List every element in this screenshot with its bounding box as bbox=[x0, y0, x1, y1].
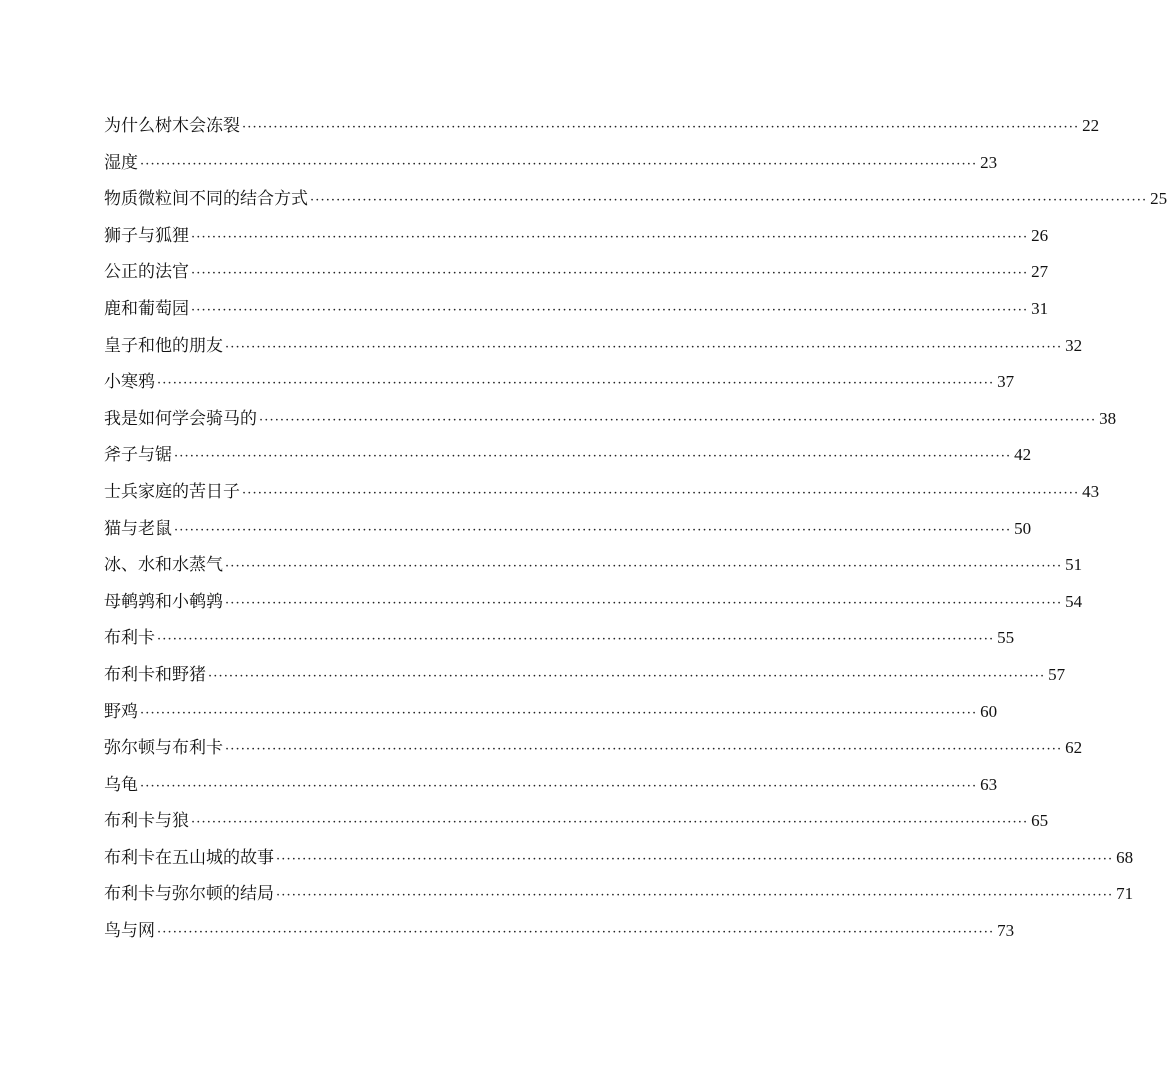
toc-entry-page: 50 bbox=[1014, 518, 1032, 538]
toc-entry-title: 乌龟 bbox=[104, 774, 138, 795]
toc-entry-page: 71 bbox=[1116, 884, 1134, 904]
toc-entry-title: 布利卡和野猪 bbox=[104, 664, 206, 685]
toc-dot-leader: ································································································································································ bbox=[140, 705, 978, 721]
toc-entry-page: 31 bbox=[1031, 298, 1049, 318]
toc-entry bbox=[104, 913, 1015, 950]
table-of-contents bbox=[104, 108, 1167, 950]
toc-entry-page: 25 bbox=[1150, 189, 1167, 209]
toc-entry-title: 皇子和他的朋友 bbox=[104, 335, 223, 356]
toc-entry-title: 弥尔顿与布利卡 bbox=[104, 738, 223, 759]
toc-dot-leader: ································································································································································ bbox=[174, 449, 1012, 465]
toc-entry bbox=[104, 218, 1049, 255]
toc-dot-leader: ································································································································································ bbox=[191, 815, 1029, 831]
toc-dot-leader: ································································································································································ bbox=[225, 742, 1063, 758]
toc-entry-page: 62 bbox=[1065, 738, 1083, 758]
toc-entry bbox=[104, 840, 1134, 877]
toc-entry-title: 斧子与锯 bbox=[104, 445, 172, 466]
toc-entry bbox=[104, 584, 1083, 621]
toc-entry bbox=[104, 511, 1032, 548]
toc-dot-leader: ································································································································································ bbox=[259, 412, 1097, 428]
toc-dot-leader: ································································································································································ bbox=[208, 668, 1046, 684]
toc-entry bbox=[104, 108, 1100, 145]
toc-entry-page: 68 bbox=[1116, 847, 1134, 867]
toc-dot-leader: ································································································································································ bbox=[140, 156, 978, 172]
toc-dot-leader: ································································································································································ bbox=[310, 193, 1148, 209]
toc-entry-title: 野鸡 bbox=[104, 701, 138, 722]
toc-entry bbox=[104, 876, 1134, 913]
toc-entry-title: 为什么树木会冻裂 bbox=[104, 116, 240, 136]
toc-entry-page: 26 bbox=[1031, 225, 1049, 245]
toc-entry-title: 布利卡 bbox=[104, 628, 155, 649]
toc-dot-leader: ································································································································································ bbox=[242, 120, 1080, 135]
toc-dot-leader: ································································································································································ bbox=[191, 266, 1029, 282]
toc-entry-title: 布利卡与狼 bbox=[104, 811, 189, 832]
toc-entry bbox=[104, 254, 1049, 291]
toc-entry-page: 38 bbox=[1099, 408, 1117, 428]
toc-dot-leader: ································································································································································ bbox=[157, 925, 995, 941]
toc-entry bbox=[104, 730, 1083, 767]
toc-entry-page: 22 bbox=[1082, 116, 1100, 135]
toc-entry-title: 猫与老鼠 bbox=[104, 518, 172, 539]
toc-entry bbox=[104, 474, 1100, 511]
toc-entry-page: 23 bbox=[980, 152, 998, 172]
toc-entry bbox=[104, 291, 1049, 328]
toc-entry-title: 狮子与狐狸 bbox=[104, 225, 189, 246]
toc-entry bbox=[104, 657, 1066, 694]
toc-entry-title: 物质微粒间不同的结合方式 bbox=[104, 189, 308, 210]
toc-entry-title: 小寒鸦 bbox=[104, 372, 155, 393]
toc-dot-leader: ································································································································································ bbox=[225, 559, 1063, 575]
toc-entry-title: 布利卡与弥尔顿的结局 bbox=[104, 884, 274, 905]
toc-dot-leader: ································································································································································ bbox=[225, 339, 1063, 355]
toc-entry-page: 27 bbox=[1031, 262, 1049, 282]
toc-dot-leader: ································································································································································ bbox=[174, 522, 1012, 538]
toc-entry-page: 73 bbox=[997, 921, 1015, 941]
toc-entry-page: 65 bbox=[1031, 811, 1049, 831]
toc-entry bbox=[104, 547, 1083, 584]
toc-dot-leader: ································································································································································ bbox=[157, 376, 995, 392]
toc-entry-title: 布利卡在五山城的故事 bbox=[104, 847, 274, 868]
toc-entry bbox=[104, 437, 1032, 474]
toc-entry bbox=[104, 694, 998, 731]
toc-dot-leader: ································································································································································ bbox=[157, 632, 995, 648]
toc-dot-leader: ································································································································································ bbox=[242, 485, 1080, 501]
toc-entry bbox=[104, 145, 998, 182]
toc-entry-page: 54 bbox=[1065, 591, 1083, 611]
toc-entry-page: 51 bbox=[1065, 555, 1083, 575]
toc-entry bbox=[104, 401, 1117, 438]
toc-entry-page: 37 bbox=[997, 372, 1015, 392]
toc-entry-title: 冰、水和水蒸气 bbox=[104, 555, 223, 576]
toc-dot-leader: ································································································································································ bbox=[140, 778, 978, 794]
toc-dot-leader: ································································································································································ bbox=[276, 851, 1114, 867]
toc-dot-leader: ································································································································································ bbox=[191, 229, 1029, 245]
toc-entry-title: 鹿和葡萄园 bbox=[104, 298, 189, 319]
toc-entry-title: 士兵家庭的苦日子 bbox=[104, 481, 240, 502]
toc-entry-page: 42 bbox=[1014, 445, 1032, 465]
toc-entry-page: 32 bbox=[1065, 335, 1083, 355]
toc-entry bbox=[104, 364, 1015, 401]
toc-entry-page: 60 bbox=[980, 701, 998, 721]
toc-entry-title: 湿度 bbox=[104, 152, 138, 173]
toc-entry-title: 我是如何学会骑马的 bbox=[104, 408, 257, 429]
toc-entry bbox=[104, 803, 1049, 840]
toc-entry-title: 鸟与网 bbox=[104, 921, 155, 942]
toc-entry-page: 43 bbox=[1082, 481, 1100, 501]
toc-dot-leader: ································································································································································ bbox=[225, 595, 1063, 611]
toc-entry-title: 公正的法官 bbox=[104, 262, 189, 283]
toc-entry bbox=[104, 181, 1167, 218]
toc-entry-page: 63 bbox=[980, 774, 998, 794]
toc-entry bbox=[104, 620, 1015, 657]
toc-entry bbox=[104, 767, 998, 804]
toc-entry bbox=[104, 328, 1083, 365]
toc-entry-page: 55 bbox=[997, 628, 1015, 648]
toc-entry-title: 母鹌鹑和小鹌鹑 bbox=[104, 591, 223, 612]
toc-entry-page: 57 bbox=[1048, 664, 1066, 684]
toc-dot-leader: ································································································································································ bbox=[191, 302, 1029, 318]
toc-dot-leader: ································································································································································ bbox=[276, 888, 1114, 904]
